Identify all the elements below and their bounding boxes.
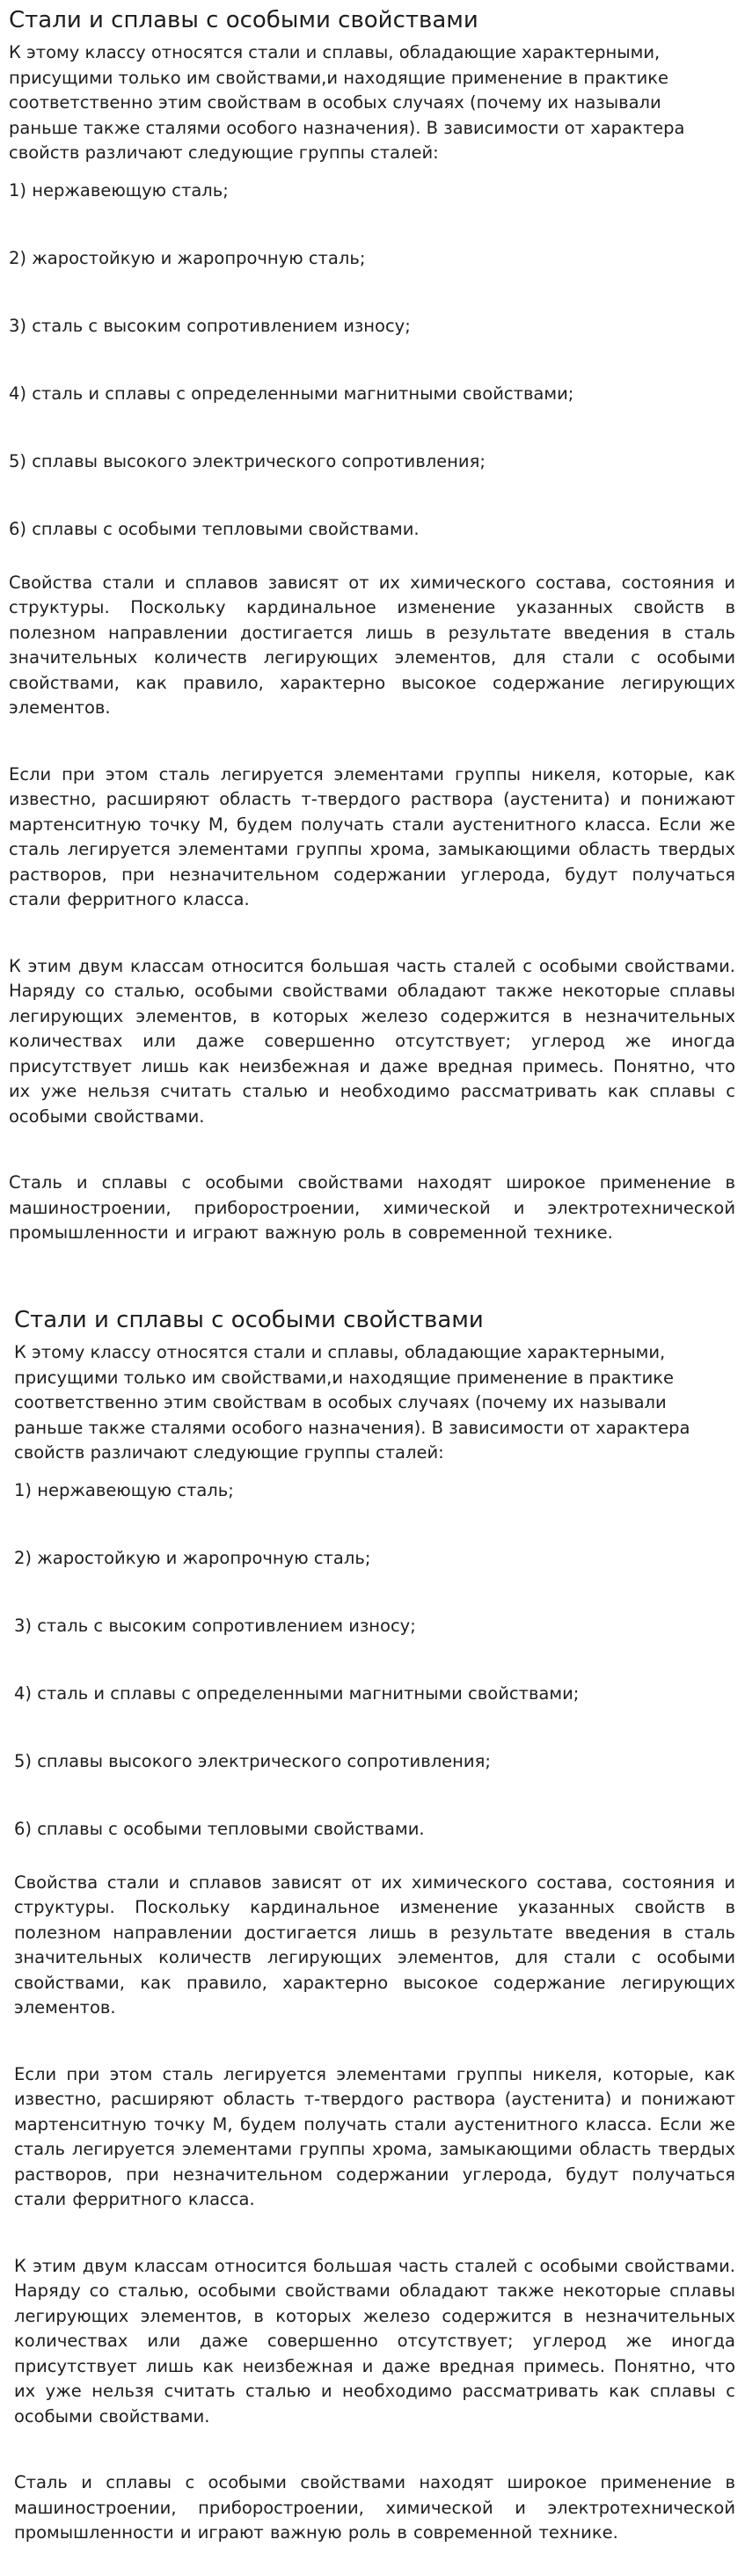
list-item: 3) сталь с высоким сопротивлением износу; [14,1615,416,1636]
paragraph-properties: Свойства стали и сплавов зависят от их химического состава, состояния и структуры. Поскольку кардинальное изменение указанных свойств в полезном направлении достигается лишь в результате введения в сталь значительных количеств легирующих элементов, для стали с особыми свойствами, как правило, характерно высокое содержание легирующих элементов. [9,572,735,718]
list-item: 3) сталь с высоким сопротивлением износу; [9,315,411,336]
list-item: 1) нержавеющую сталь; [14,1479,234,1500]
article-copy-1 [0,0,745,1246]
list-item: 6) сплавы с особыми тепловыми свойствами. [14,1818,425,1839]
article-intro: К этому классу относятся стали и сплавы, обладающие характерными, присущими только им свойствами,и находящие применение в практике соответственно этим свойствам в особых случаях (почему их называли раньше также сталями особого назначения). В зависимости от характера свойств различают следующие группы сталей: [9,42,685,163]
list-item: 6) сплавы с особыми тепловыми свойствами. [9,518,420,539]
list-item: 2) жаростойкую и жаропрочную сталь; [14,1547,371,1568]
list-item: 5) сплавы высокого электрического сопротивления; [9,450,486,471]
paragraph-classes: К этим двум классам относится большая часть сталей с особыми свойствами. Наряду со сталью, особыми свойствами обладают также некоторые сплавы легирующих элементов, в которых железо содержится в незначительных количествах или даже совершенно отсутствует; углерод же иногда присутствует лишь как неизбежная и даже вредная примесь. Понятно, что их уже нельзя считать сталью и необходимо рассматривать как сплавы с особыми свойствами. [9,955,735,1127]
list-item: 2) жаростойкую и жаропрочную сталь; [9,247,366,268]
paragraph-alloying: Если при этом сталь легируется элементами группы никеля, которые, как известно, расширяют область т-твердого раствора (аустенита) и понижают мартенситную точку М, будем получать стали аустенитного класса. Если же сталь легируется элементами группы хрома, замыкающими область твердых растворов, при незначительном содержании углерода, будут получаться стали ферритного класса. [9,763,735,909]
paragraph-properties: Свойства стали и сплавов зависят от их химического состава, состояния и структуры. Поскольку кардинальное изменение указанных свойств в полезном направлении достигается лишь в результате введения в сталь значительных количеств легирующих элементов, для стали с особыми свойствами, как правило, характерно высокое содержание легирующих элементов. [14,1872,735,2018]
list-item: 1) нержавеющую сталь; [9,179,229,201]
paragraph-alloying: Если при этом сталь легируется элементами группы никеля, которые, как известно, расширяют область т-твердого раствора (аустенита) и понижают мартенситную точку М, будем получать стали аустенитного класса. Если же сталь легируется элементами группы хрома, замыкающими область твердых растворов, при незначительном содержании углерода, будут получаться стали ферритного класса. [14,2063,735,2209]
list-item: 5) сплавы высокого электрического сопротивления; [14,1750,491,1771]
list-item: 4) сталь и сплавы с определенными магнитными свойствами; [9,383,574,404]
steel-groups-list [9,166,735,571]
paragraph-applications: Сталь и сплавы с особыми свойствами находят широкое применение в машиностроении, приборостроении, химической и электротехнической промышленности и играют важную роль в современной технике. [14,2472,735,2543]
steel-groups-list [14,1466,735,1871]
article-copy-2 [0,1295,745,2546]
article-title: Стали и сплавы с особыми свойствами [14,1307,484,1333]
paragraph-classes: К этим двум классам относится большая часть сталей с особыми свойствами. Наряду со сталью, особыми свойствами обладают также некоторые сплавы легирующих элементов, в которых железо содержится в незначительных количествах или даже совершенно отсутствует; углерод же иногда присутствует лишь как неизбежная и даже вредная примесь. Понятно, что их уже нельзя считать сталью и необходимо рассматривать как сплавы с особыми свойствами. [14,2255,735,2426]
article-intro: К этому классу относятся стали и сплавы, обладающие характерными, присущими только им свойствами,и находящие применение в практике соответственно этим свойствам в особых случаях (почему их называли раньше также сталями особого назначения). В зависимости от характера свойств различают следующие группы сталей: [14,1342,690,1463]
list-item: 4) сталь и сплавы с определенными магнитными свойствами; [14,1682,580,1704]
article-title: Стали и сплавы с особыми свойствами [9,7,478,33]
paragraph-applications: Сталь и сплавы с особыми свойствами находят широкое применение в машиностроении, приборостроении, химической и электротехнической промышленности и играют важную роль в современной технике. [9,1172,735,1243]
